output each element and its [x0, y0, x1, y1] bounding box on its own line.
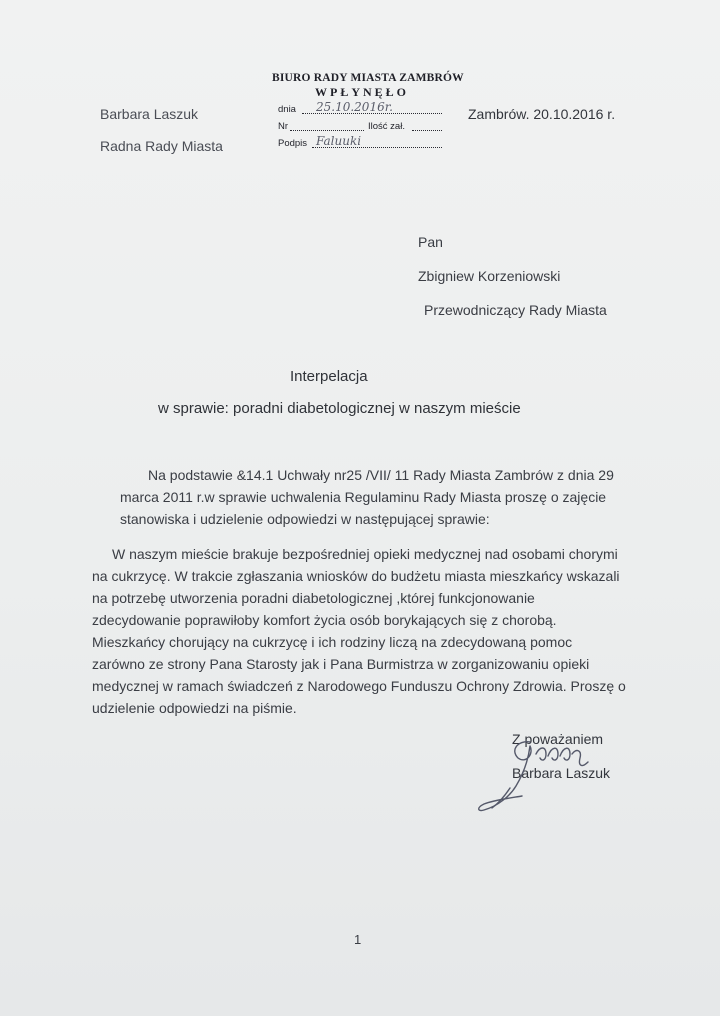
paragraph-request: [0, 543, 626, 719]
recipient-name: Zbigniew Korzeniowski: [418, 268, 561, 284]
page-number: 1: [354, 932, 362, 947]
paragraph-line: medycznej w ramach świadczeń z Narodowego Funduszu Ochrony Zdrowia. Proszę o: [92, 678, 626, 694]
sender-name: Barbara Laszuk: [100, 106, 199, 122]
paragraph-line: na cukrzycę. W trakcie zgłaszania wniosków do budżetu miasta mieszkańcy wskazali: [92, 568, 620, 584]
stamp-count-label: Ilość zał.: [368, 121, 405, 132]
paragraph-line: udzielenie odpowiedzi na piśmie.: [92, 700, 297, 716]
stamp-date-label: dnia: [278, 104, 296, 115]
place-and-date: Zambrów. 20.10.2016 r.: [468, 106, 616, 122]
paragraph-line: Mieszkańcy chorujący na cukrzycę i ich rodziny liczą na zdecydowaną pomoc: [92, 634, 573, 650]
recipient-title: Przewodniczący Rady Miasta: [424, 302, 607, 318]
stamp-signature-handwritten: Faluuki: [316, 134, 362, 148]
stamp-signature-label: Podpis: [278, 138, 308, 149]
paragraph-line: W naszym mieście brakuje bezpośredniej opieki medycznej nad osobami chorymi: [112, 546, 618, 562]
letter-subject: w sprawie: poradni diabetologicznej w naszym mieście: [158, 400, 521, 417]
stamp-nr-label: Nr: [278, 121, 289, 132]
stamp-signature-row: [272, 134, 452, 151]
receipt-stamp: [272, 72, 464, 151]
paragraph-line: Na podstawie &14.1 Uchwały nr25 /VII/ 11 Rady Miasta Zambrów z dnia 29: [148, 467, 614, 483]
stamp-count-line: [412, 130, 442, 131]
stamp-date-handwritten: 25.10.2016r.: [316, 100, 393, 114]
paragraph-line: zarówno ze strony Pana Starosty jak i Pana Burmistrza w zorganizowaniu opieki: [92, 656, 590, 672]
stamp-nr-row: [272, 121, 452, 134]
stamp-office: BIURO RADY MIASTA ZAMBRÓW: [272, 72, 464, 84]
stamp-date-row: [272, 100, 452, 117]
paragraph-legal-basis: [0, 464, 614, 530]
closing-name: Barbara Laszuk: [512, 765, 611, 781]
stamp-received: WPŁYNĘŁO: [314, 85, 409, 99]
handwritten-signature: [470, 728, 620, 824]
letter-heading: Interpelacja: [290, 368, 368, 385]
paragraph-line: marca 2011 r.w sprawie uchwalenia Regulaminu Rady Miasta proszę o zajęcie: [120, 489, 607, 505]
closing-greeting: Z poważaniem: [512, 731, 604, 747]
sender-role: Radna Rady Miasta: [100, 138, 223, 154]
recipient-salutation: Pan: [418, 234, 443, 250]
paragraph-line: zdecydowanie poprawiłoby komfort życia osób borykających się z chorobą.: [92, 612, 557, 628]
paragraph-line: na potrzebę utworzenia poradni diabetologicznej ,której funkcjonowanie: [92, 590, 535, 606]
paragraph-line: stanowiska i udzielenie odpowiedzi w następującej sprawie:: [120, 511, 490, 527]
stamp-nr-line: [290, 130, 364, 131]
